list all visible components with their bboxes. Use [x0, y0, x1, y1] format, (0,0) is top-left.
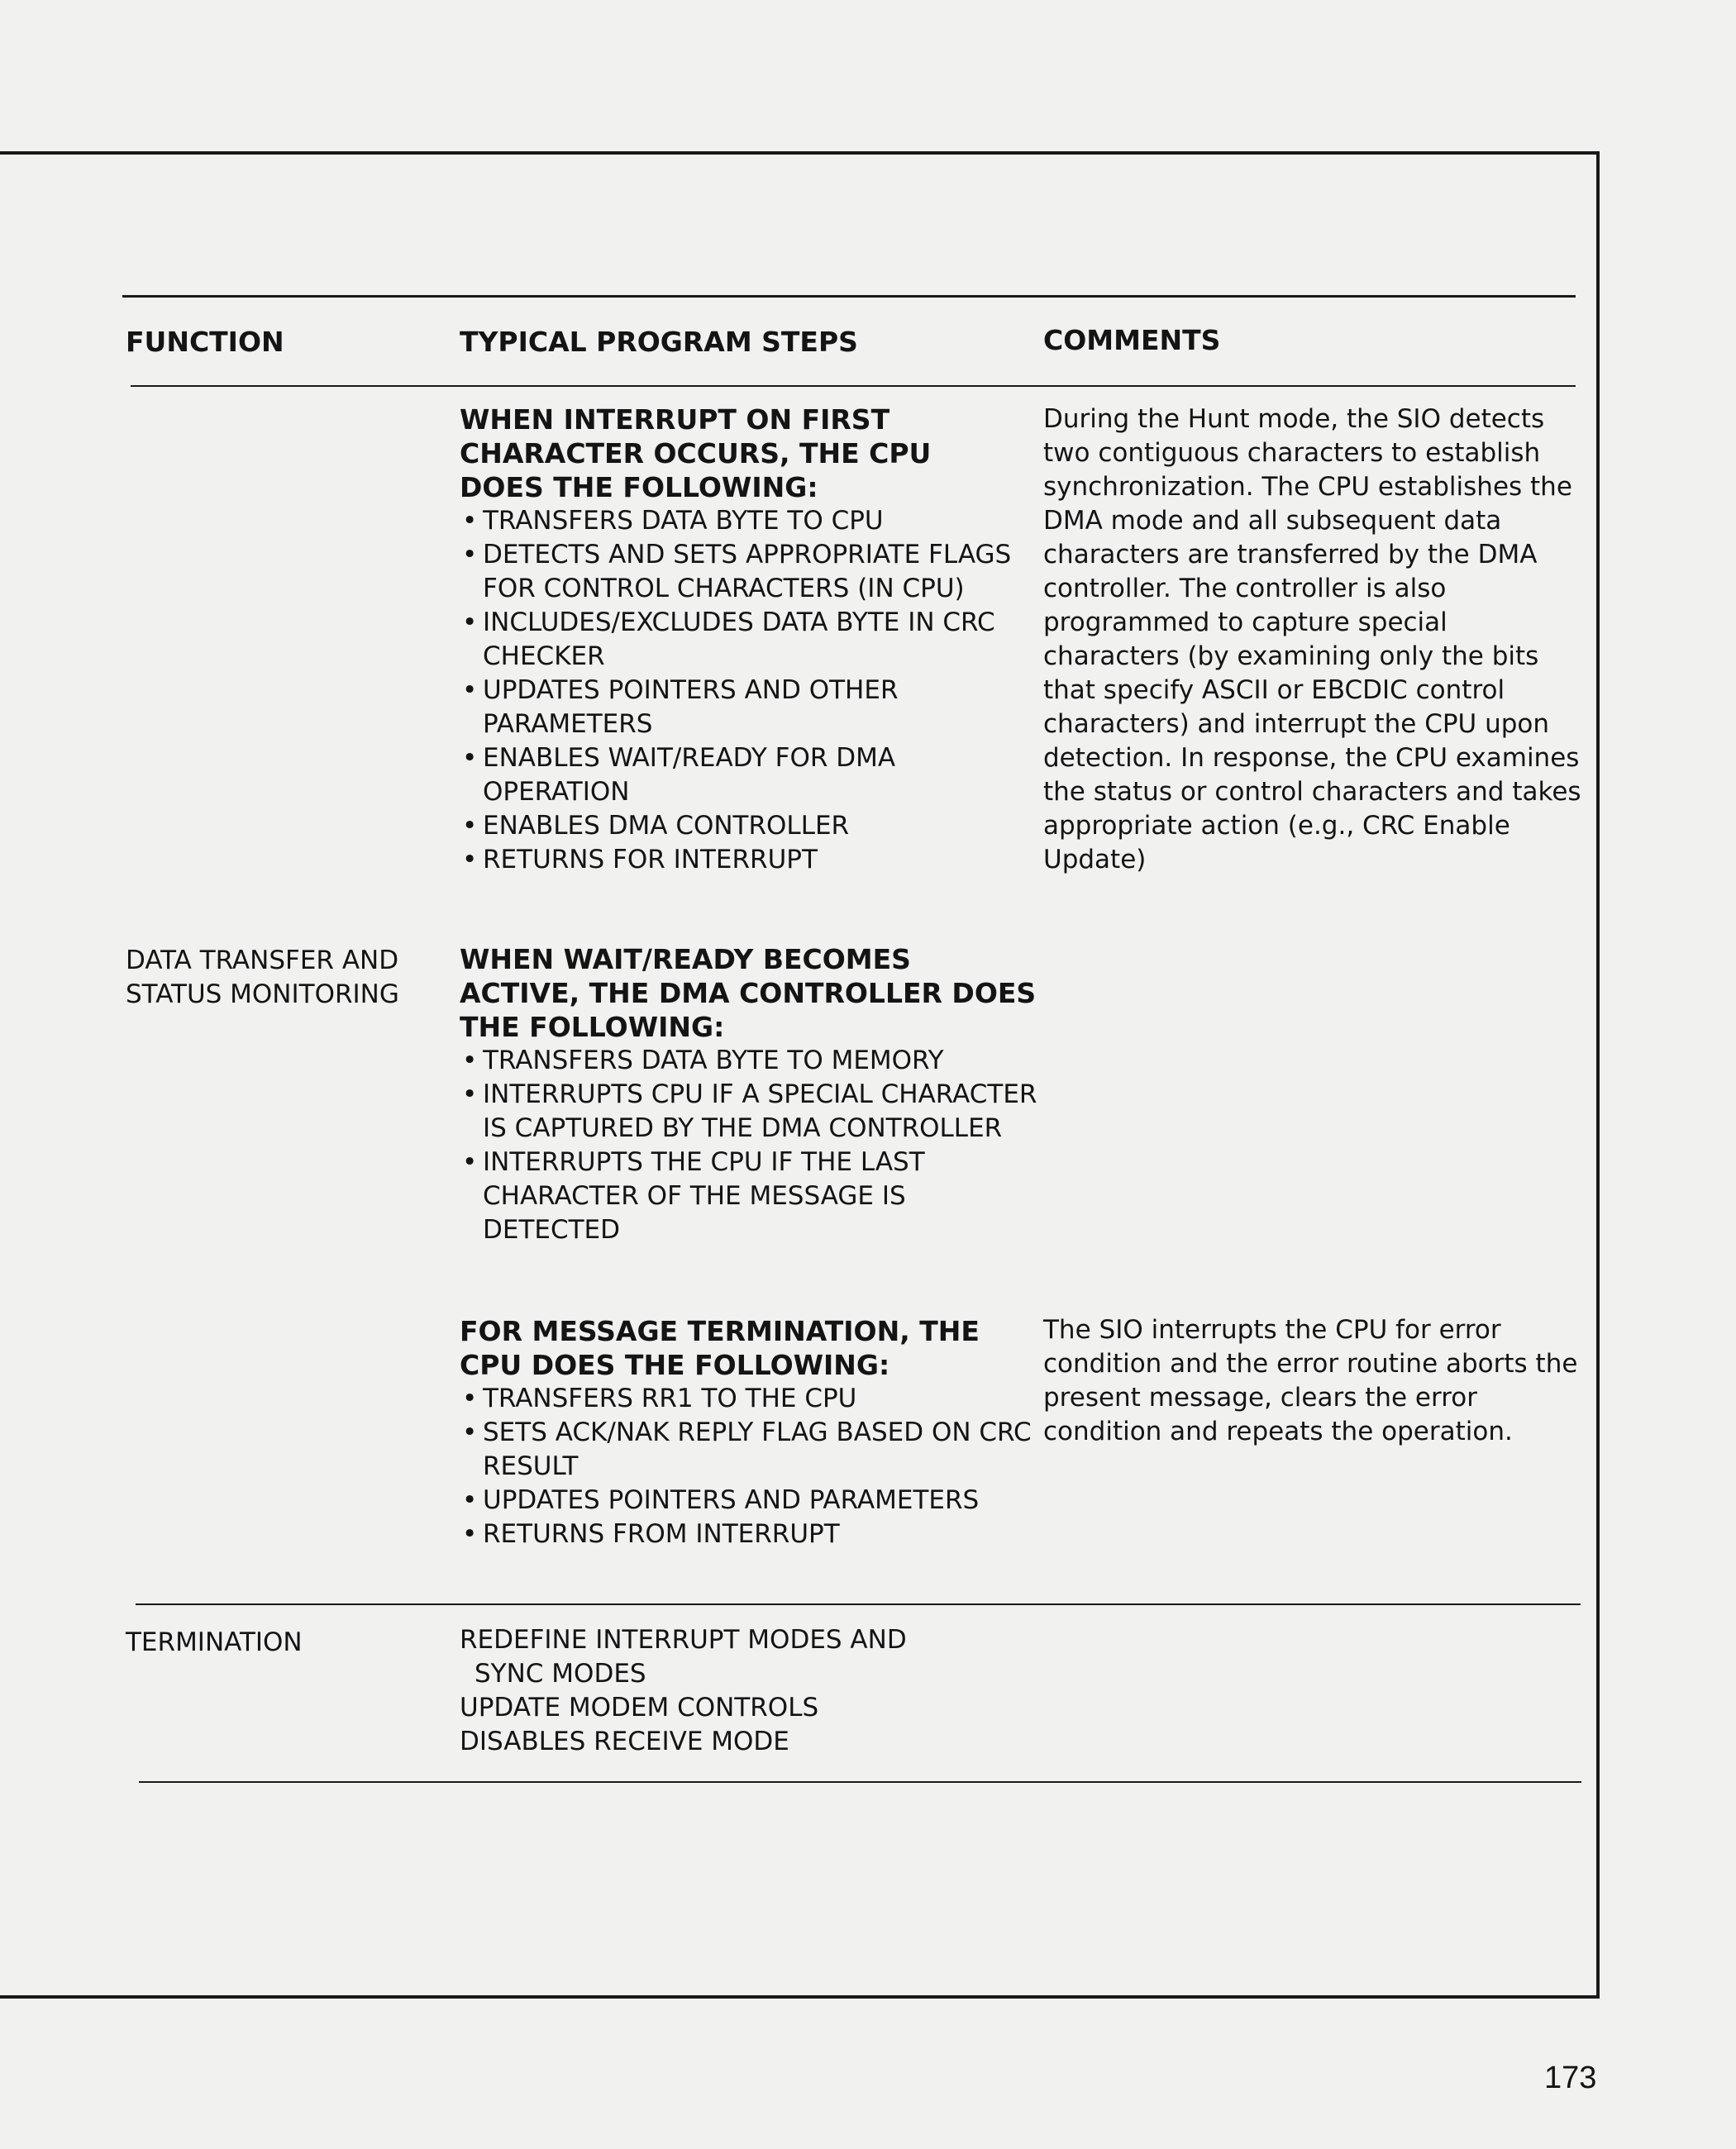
step-line: SYNC MODES [475, 1659, 646, 1689]
list-item: • TRANSFERS RR1 TO THE CPU [462, 1384, 857, 1413]
list-item: • INCLUDES/EXCLUDES DATA BYTE IN CRC CHECKER [462, 608, 995, 671]
table-top-rule [122, 295, 1576, 298]
list-item: • INTERRUPTS CPU IF A SPECIAL CHARACTER IS CAPTURED BY THE DMA CONTROLLER [462, 1079, 1037, 1143]
list-item: • DETECTS AND SETS APPROPRIATE FLAGS FOR CONTROL CHARACTERS (IN CPU) [462, 540, 1012, 603]
list-item: • TRANSFERS DATA BYTE TO CPU [462, 506, 884, 536]
header-program-steps: TYPICAL PROGRAM STEPS [460, 326, 858, 358]
steps-first-character [460, 403, 1022, 877]
step-line: UPDATE MODEM CONTROLS [460, 1693, 819, 1723]
termination-rule [136, 1603, 1581, 1605]
steps-wait-ready [460, 942, 1038, 1247]
list-item: • RETURNS FOR INTERRUPT [462, 845, 818, 874]
steps-termination [460, 1623, 1038, 1759]
steps-message-termination [460, 1314, 1038, 1551]
comment-error-condition: The SIO interrupts the CPU for error condition and the error routine aborts the present message, clears the error condition and repeats the operation. [1043, 1315, 1578, 1446]
comment-hunt-mode: During the Hunt mode, the SIO detects two contiguous characters to establish synchronization. The CPU establishes the DMA mode and all subsequent data characters are transferred by the DMA controller. The controller is also programmed to capture special characters (by examining only the bits that specify ASCII or EBCDIC control characters) and interrupt the CPU upon detection. In response, the CPU examines the status or control characters and takes appropriate action (e.g., CRC Enable Update) [1043, 404, 1581, 874]
steps-list [460, 504, 1022, 877]
function-termination: TERMINATION [126, 1627, 303, 1657]
function-data-transfer: DATA TRANSFER AND STATUS MONITORING [126, 946, 399, 1009]
table-bottom-rule [139, 1781, 1581, 1783]
list-item: • SETS ACK/NAK REPLY FLAG BASED ON CRC RESULT [462, 1418, 1032, 1481]
steps-list [460, 1044, 1038, 1247]
list-item: • UPDATES POINTERS AND PARAMETERS [462, 1485, 980, 1515]
list-item: • ENABLES DMA CONTROLLER [462, 811, 850, 841]
list-item: • TRANSFERS DATA BYTE TO MEMORY [462, 1046, 944, 1075]
page-number: 173 [1544, 2061, 1597, 2095]
list-item: • INTERRUPTS THE CPU IF THE LAST CHARACTER OF THE MESSAGE IS DETECTED [462, 1147, 925, 1245]
list-item: • UPDATES POINTERS AND OTHER PARAMETERS [462, 675, 899, 739]
list-item: • RETURNS FROM INTERRUPT [462, 1519, 840, 1549]
list-item: • ENABLES WAIT/READY FOR DMA OPERATION [462, 743, 896, 807]
steps-lead: FOR MESSAGE TERMINATION, THE CPU DOES THE FOLLOWING: [460, 1315, 980, 1381]
header-rule [131, 385, 1576, 387]
step-line: REDEFINE INTERRUPT MODES AND [460, 1625, 907, 1655]
header-comments: COMMENTS [1043, 324, 1221, 356]
steps-list [460, 1382, 1038, 1551]
header-function: FUNCTION [126, 326, 284, 358]
steps-lead: WHEN WAIT/READY BECOMES ACTIVE, THE DMA CONTROLLER DOES THE FOLLOWING: [460, 943, 1037, 1043]
step-line: DISABLES RECEIVE MODE [460, 1727, 789, 1756]
steps-lead: WHEN INTERRUPT ON FIRST CHARACTER OCCURS, THE CPU DOES THE FOLLOWING: [460, 403, 932, 503]
